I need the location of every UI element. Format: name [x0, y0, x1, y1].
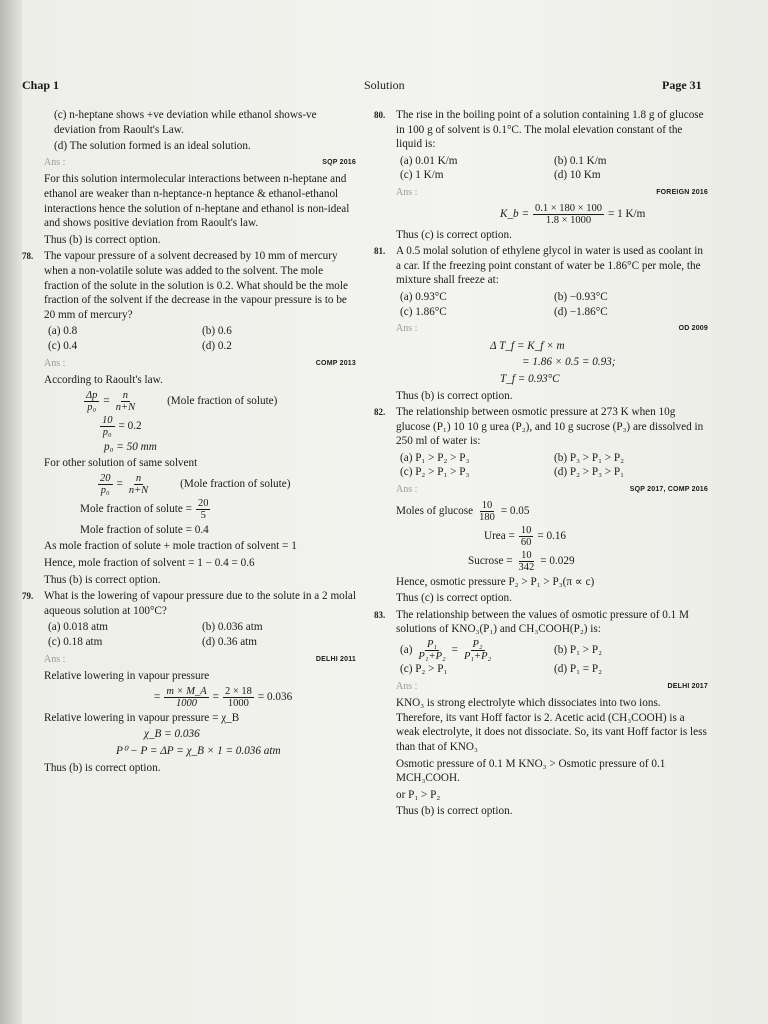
question-text: The relationship between the values of osmotic pressure of 0.1 M solutions of KNO₃(P₁) and CH₃COOH(P₂) is: — [396, 608, 689, 636]
option: (d) P₂ > P₃ > P₁ — [554, 466, 625, 479]
conclusion: Thus (c) is correct option. — [396, 592, 512, 605]
question-number: 80. — [374, 110, 386, 120]
source-tag: SQP 2017, COMP 2016 — [629, 486, 708, 494]
answer-label: Ans : — [44, 653, 66, 665]
question-78 — [22, 249, 356, 353]
answer-label: Ans : — [396, 186, 418, 198]
question-number: 82. — [374, 407, 386, 418]
option: (a) 0.8 — [48, 325, 78, 338]
options-grid — [48, 324, 356, 353]
option: (c) 1 K/m — [400, 169, 444, 182]
option: (a) 0.018 atm — [48, 621, 108, 634]
option: (b) 0.6 — [202, 325, 232, 338]
answer-row — [44, 357, 356, 372]
explanation: Relative lowering in vapour pressure = χ_B — [44, 711, 240, 724]
option: (d) P₁ = P₂ — [554, 663, 602, 676]
equation: Sucrose = $\frac{10}{342}$ = 0.029 — [468, 549, 575, 573]
source-tag: FOREIGN 2016 — [656, 188, 708, 196]
chapter-label: Chap 1 — [22, 78, 60, 92]
source-tag: DELHI 2017 — [667, 682, 708, 690]
options-grid — [400, 451, 708, 480]
source-tag: DELHI 2011 — [315, 655, 356, 663]
option: (d) 0.2 — [202, 339, 232, 352]
option: (a) $\frac{\text{P₁}}{\text{P₁+P₂}}$ = $\frac{\text{P₂}}{\text{P₁+P₂}}$ — [400, 639, 492, 663]
question-number: 81. — [374, 246, 386, 257]
option: (a) 0.01 K/m — [400, 154, 458, 167]
options-grid — [400, 639, 708, 677]
conclusion: Thus (b) is correct option. — [44, 573, 161, 586]
question-number: 83. — [374, 609, 386, 620]
option: (b) P₁ > P₂ — [554, 644, 602, 657]
equation: K_b = $\frac{0.1 \times 180 \times 100}{1.8 \times 1000}$ = 1 K/m — [500, 202, 646, 226]
option: (b) 0.036 atm — [202, 621, 263, 634]
explanation: KNO₃ is strong electrolyte which dissociates into two ions. Therefore, its vant Hoff factor is 2. Acetic acid (CH₃COOH) is a weak electrolyte, it does not dissociate. So, its vant Hoff factor is less than that of KNO₃ — [396, 697, 707, 753]
option: (a) 0.93°C — [400, 290, 447, 303]
option: (c) 0.18 atm — [48, 636, 103, 649]
equation: p₀ = 50 mm — [104, 440, 157, 453]
equation: = $\frac{m \times M\_A}{1000}$ = $\frac{2 \times 18}{1000}$ = 0.036 — [154, 685, 293, 709]
question-80 — [374, 108, 708, 183]
option: (d) 10 Km — [554, 169, 601, 182]
explanation: Hence, mole fraction of solvent = 1 − 0.4 = 0.6 — [44, 557, 255, 570]
answer-row — [396, 483, 708, 498]
question-text: A 0.5 molal solution of ethylene glycol in water is used as coolant in a car. If the freezing point constant of water be 1.86°C per mole, the mixture shall freeze at: — [396, 245, 703, 287]
question-number: 78. — [22, 251, 34, 262]
source-tag: SQP 2016 — [322, 158, 356, 166]
left-column — [22, 108, 356, 777]
conclusion: Thus (c) is correct option. — [396, 228, 512, 241]
explanation: For this solution intermolecular interactions between n-heptane and ethanol are weaker than n-heptance-n heptance & ethanol-ethanol interactions hence the solution of n-heptane and ethanol is non-ideal and shows positive deviation from Raoult's law. — [44, 173, 350, 230]
option: (a) P₁ > P₂ > P₃ — [400, 451, 470, 464]
equation: Δ T_f = K_f × m — [490, 339, 565, 352]
option: (d) 0.36 atm — [202, 636, 257, 649]
answer-row — [396, 186, 708, 201]
section-title: Solution — [364, 78, 405, 92]
conclusion: Thus (b) is correct option. — [44, 761, 161, 774]
equation: χ_B = 0.036 — [144, 728, 200, 741]
equation-note: (Mole fraction of solute) — [180, 478, 291, 491]
option: (b) P₃ > P₁ > P₂ — [554, 451, 625, 464]
explanation: According to Raoult's law. — [44, 374, 163, 387]
answer-label: Ans : — [396, 323, 418, 335]
option: (c) 1.86°C — [400, 305, 447, 318]
options-grid — [400, 290, 708, 319]
option: (c) 0.4 — [48, 339, 78, 352]
equation: Mole fraction of solute = 0.4 — [80, 523, 209, 536]
answer-label: Ans : — [396, 680, 418, 692]
option: (d) −1.86°C — [554, 305, 608, 318]
question-text: The rise in the boiling point of a solution containing 1.8 g of glucose in 100 g of solvent is 0.1°C. The molal elevation constant of the liquid is: — [396, 109, 704, 151]
explanation: Hence, osmotic pressure P₂ > P₁ > P₃(π ∝ c) — [396, 575, 595, 588]
conclusion: Thus (b) is correct option. — [396, 389, 513, 402]
option: (b) −0.93°C — [554, 290, 608, 303]
question-text: The vapour pressure of a solvent decreased by 10 mm of mercury when a non-volatile solute was added to the solvent. The mole fraction of the solute in the solution is 0.2. What should be the mole fraction of the solvent if the decrease in the vapour pressure is to be 20 mm of mercury? — [44, 250, 348, 321]
answer-row — [44, 156, 356, 171]
question-text: The relationship between osmotic pressure at 273 K when 10g glucose (P₁) 10 10 g urea (P₂), and 10 g sucrose (P₃) are dissolved in 250 ml of water is: — [396, 406, 704, 448]
options-grid — [400, 154, 708, 183]
answer-label: Ans : — [44, 357, 66, 369]
option: (c) P₂ > P₁ — [400, 663, 448, 676]
page-number: Page 31 — [662, 78, 702, 92]
question-text: What is the lowering of vapour pressure due to the solute in a 2 molal aqueous solution at 100°C? — [44, 590, 356, 617]
book-spine-shadow — [0, 0, 22, 1024]
conclusion: Thus (b) is correct option. — [396, 805, 513, 818]
right-column — [374, 108, 708, 821]
answer-label: Ans : — [44, 156, 66, 168]
equation: P⁰ − P = ΔP = χ_B × 1 = 0.036 atm — [116, 745, 281, 757]
equation: $\frac{\Delta p}{\text{p₀}}$ = $\frac{n}{n+N}$ (Mole fraction of solute) — [86, 389, 278, 413]
option: (b) 0.1 K/m — [554, 154, 607, 167]
equation: Mole fraction of solute = $\frac{20}{5}$ — [80, 497, 209, 521]
question-81 — [374, 244, 708, 319]
options-grid — [48, 620, 356, 649]
equation: T_f = 0.93°C — [500, 372, 560, 385]
equation: $\frac{10}{\text{p₀}}$ = 0.2 — [102, 414, 142, 438]
question-number: 79. — [22, 591, 34, 602]
equation: = 1.86 × 0.5 = 0.93; — [522, 356, 616, 369]
equation: $\frac{20}{\text{p₀}}$ = $\frac{n}{n+N}$ (Mole fraction of solute) — [100, 472, 291, 496]
question-83 — [374, 608, 708, 677]
explanation: Relative lowering in vapour pressure — [44, 670, 210, 683]
equation: Moles of glucose $\frac{10}{180}$ = 0.05 — [396, 499, 530, 523]
question-82 — [374, 405, 708, 480]
option: (c) P₂ > P₁ > P₃ — [400, 466, 470, 479]
answer-row — [396, 680, 708, 695]
equation: Urea = $\frac{10}{60}$ = 0.16 — [484, 524, 567, 548]
answer-row — [44, 653, 356, 668]
question-79 — [22, 589, 356, 649]
explanation: As mole fraction of solute + mole traction of solvent = 1 — [44, 540, 297, 553]
explanation: Osmotic pressure of 0.1 M KNO₃ > Osmotic pressure of 0.1 MCH₃COOH. — [396, 757, 666, 785]
answer-row — [396, 322, 708, 337]
option-c: (c) n-heptane shows +ve deviation while ethanol shows-ve deviation from Raoult's Law. — [54, 109, 317, 136]
equation-note: (Mole fraction of solute) — [167, 394, 278, 407]
explanation: For other solution of same solvent — [44, 457, 198, 470]
answer-label: Ans : — [396, 484, 418, 496]
conclusion: Thus (b) is correct option. — [44, 233, 161, 246]
source-tag: COMP 2013 — [315, 359, 356, 367]
explanation: or P₁ > P₂ — [396, 788, 441, 801]
option-d: (d) The solution formed is an ideal solution. — [54, 140, 251, 153]
source-tag: OD 2009 — [678, 325, 708, 333]
